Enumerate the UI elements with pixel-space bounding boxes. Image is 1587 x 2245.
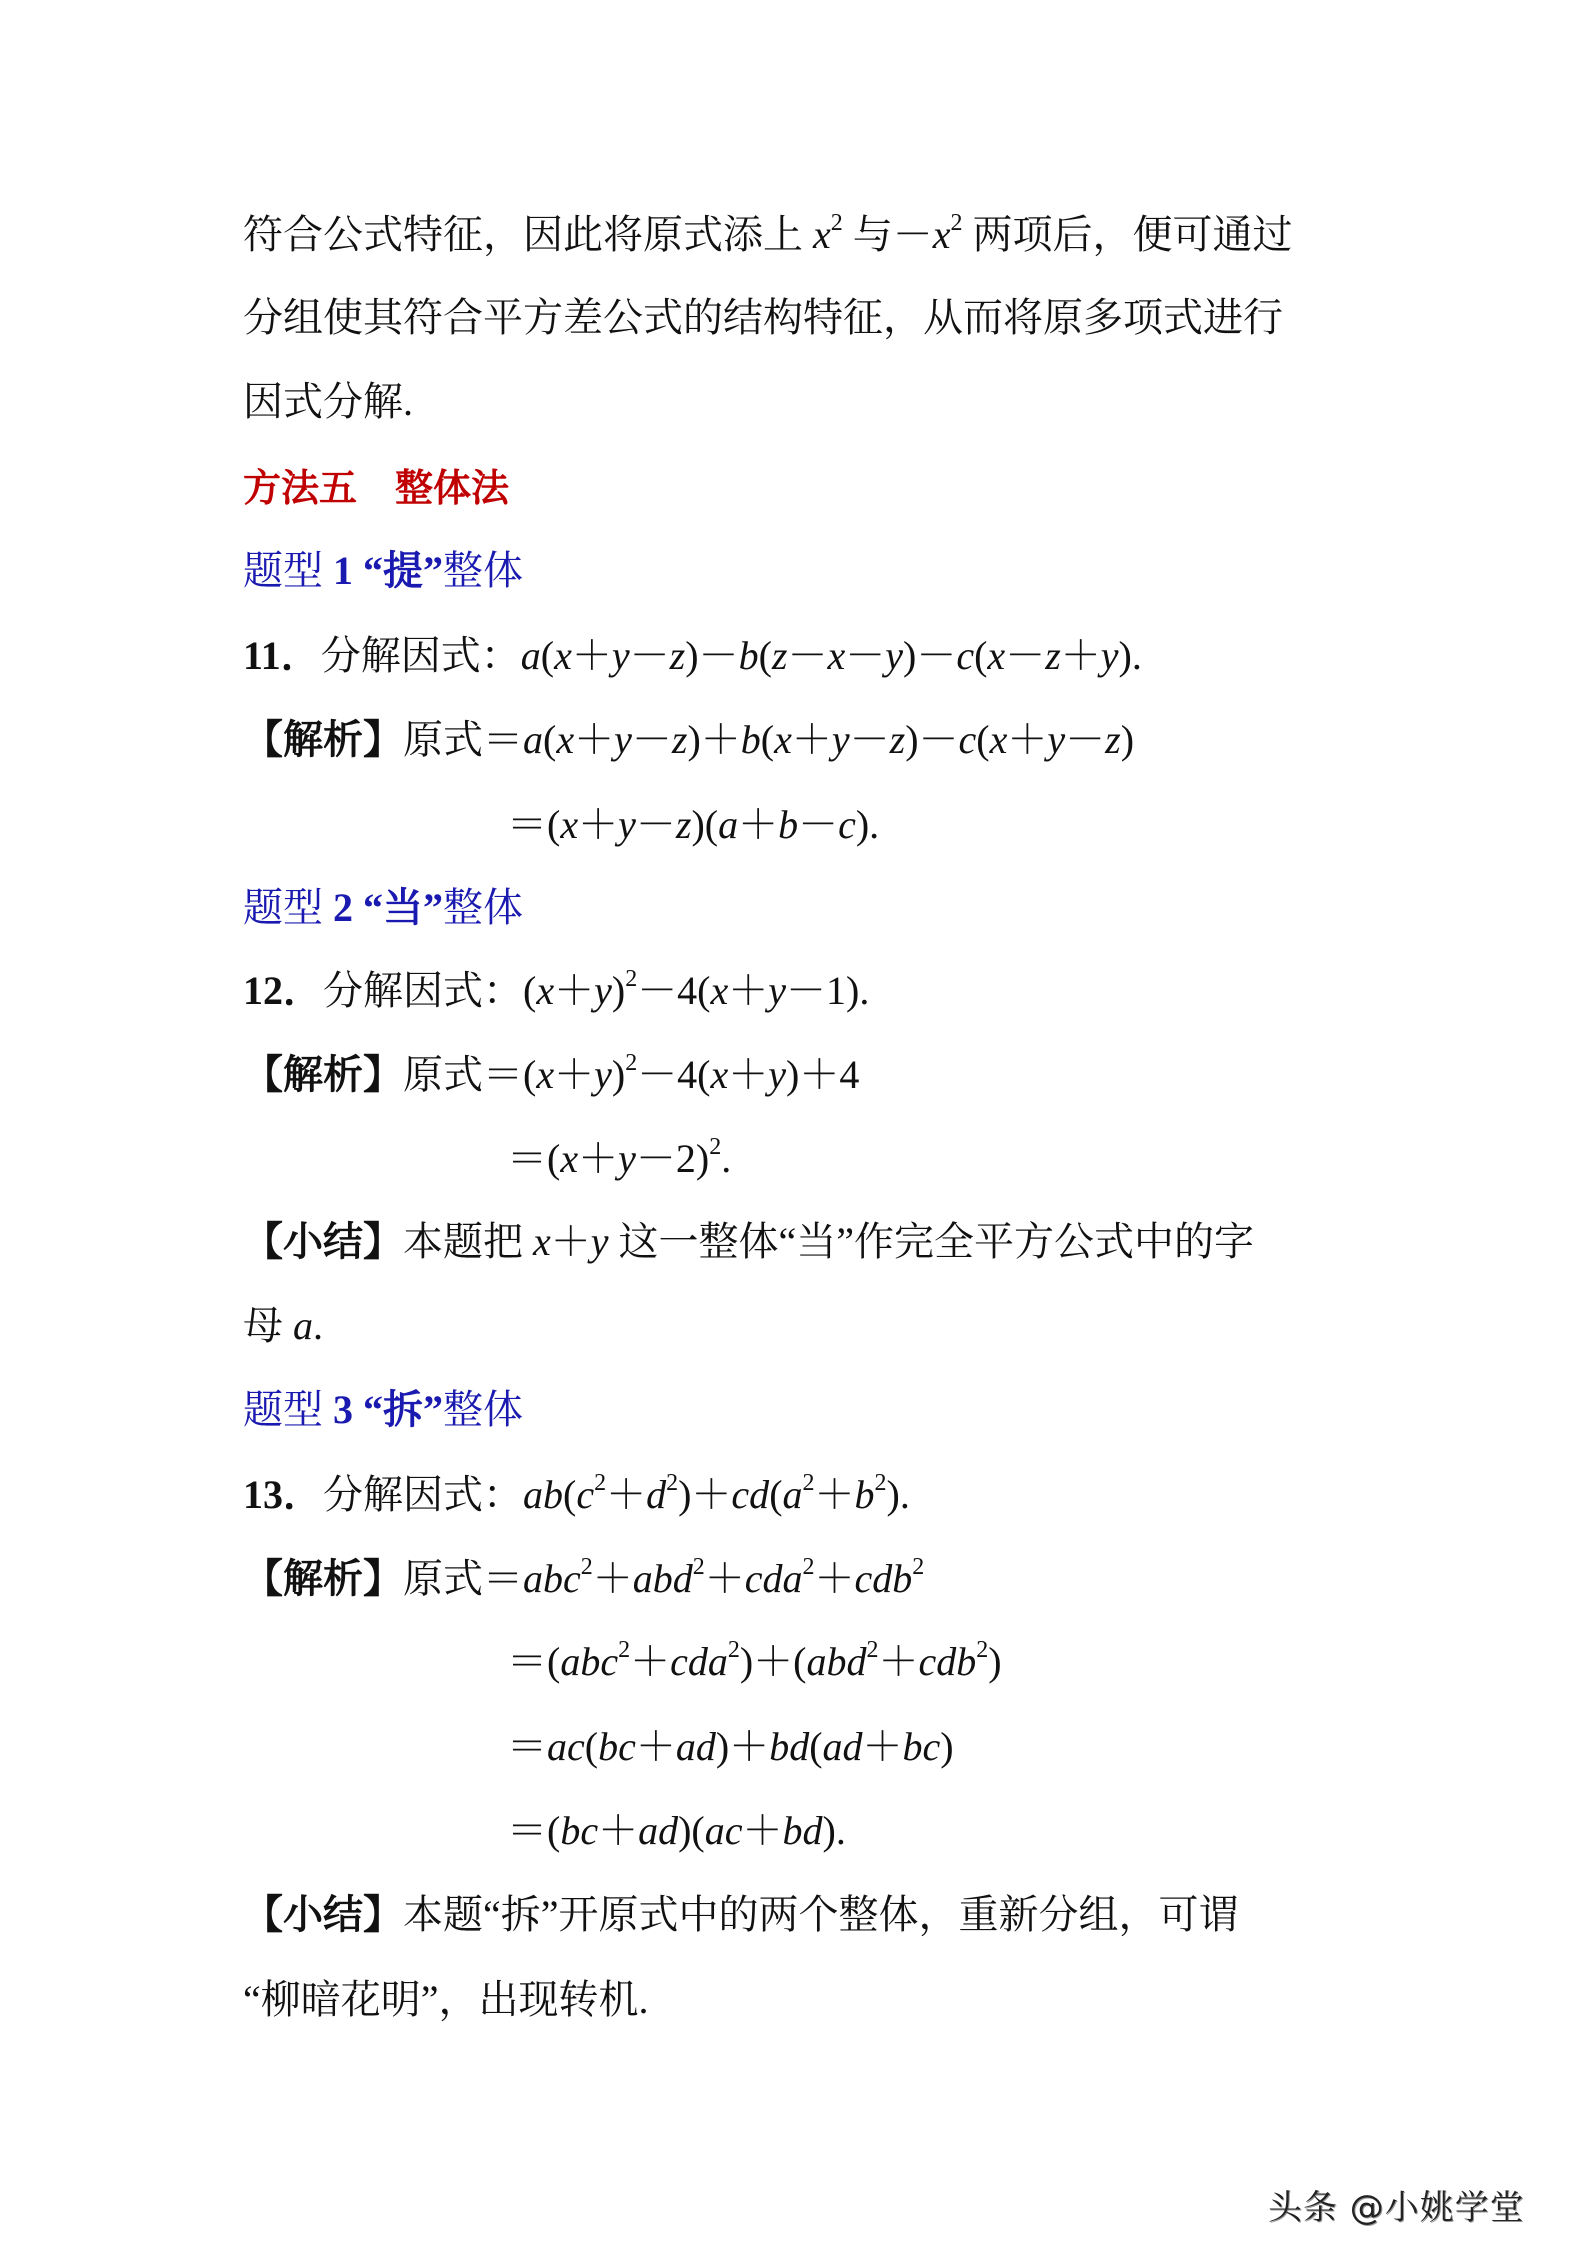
- analysis-text: 原式$=(x+y)^2-4(x+y)+4$: [403, 1050, 860, 1097]
- type-heading-quoted: “拆”: [353, 1387, 443, 1432]
- analysis-13-line-4: ＝(bc＋ad)(ac＋bd).: [507, 1808, 846, 1853]
- analysis-13-line-1: [243, 1553, 924, 1611]
- summary-text: 本题把 x＋y 这一整体“当”作完全平方公式中的字: [403, 1219, 1255, 1264]
- analysis-label: 【解析】: [243, 717, 403, 763]
- analysis-text: 原式＝a(x＋y－z)＋b(x＋y－z)－c(x＋y－z): [403, 717, 1135, 762]
- type-heading-suffix: 整体: [443, 885, 523, 930]
- analysis-label: 【解析】: [243, 1556, 403, 1602]
- intro-line-1: 符合公式特征，因此将原式添上 $x^2$ 与$-x^2$ 两项后，便可通过: [243, 210, 1293, 257]
- intro-line-3: 因式分解.: [243, 379, 413, 424]
- problem-text: 分解因式：$ab(c^2+d^2)+cd(a^2+b^2)$.: [323, 1470, 910, 1517]
- type-heading-prefix: 题型: [243, 1387, 333, 1432]
- analysis-12-line-2: $=(x+y-2)^2$.: [507, 1134, 732, 1181]
- problem-13: [243, 1469, 910, 1527]
- type-heading-suffix: 整体: [443, 1387, 523, 1432]
- analysis-13-line-3: ＝ac(bc＋ad)＋bd(ad＋bc): [507, 1724, 954, 1769]
- problem-text: 分解因式：a(x＋y－z)－b(z－x－y)－c(x－z＋y).: [320, 633, 1142, 678]
- type-heading-number: 3: [333, 1387, 353, 1432]
- method-heading: 方法五 整体法: [243, 466, 510, 510]
- analysis-12-line-1: [243, 1049, 859, 1107]
- summary-label: 【小结】: [243, 1892, 403, 1938]
- problem-number: 11．: [243, 633, 321, 678]
- type-heading-quoted: “提”: [353, 548, 443, 593]
- summary-text: 本题“拆”开原式中的两个整体，重新分组，可谓: [403, 1892, 1239, 1937]
- type-heading-3: [243, 1384, 523, 1436]
- problem-11: [243, 630, 1142, 682]
- analysis-11-line-2: ＝(x＋y－z)(a＋b－c).: [507, 802, 880, 847]
- problem-number: 12．: [243, 968, 323, 1013]
- summary-12-line-1: [243, 1216, 1254, 1268]
- summary-12-line-2: 母 a.: [243, 1303, 323, 1348]
- summary-13-line-2: “柳暗花明”，出现转机.: [243, 1977, 649, 2022]
- type-heading-prefix: 题型: [243, 548, 333, 593]
- watermark: 头条 @小姚学堂: [1268, 2188, 1525, 2228]
- analysis-11-line-1: [243, 714, 1134, 766]
- problem-12: [243, 965, 869, 1023]
- type-heading-1: [243, 545, 523, 597]
- summary-label: 【小结】: [243, 1219, 403, 1265]
- type-heading-prefix: 题型: [243, 885, 333, 930]
- type-heading-suffix: 整体: [443, 548, 523, 593]
- intro-line-2: 分组使其符合平方差公式的结构特征，从而将原多项式进行: [243, 295, 1283, 340]
- type-heading-quoted: “当”: [353, 885, 443, 930]
- type-heading-2: [243, 882, 523, 934]
- type-heading-number: 2: [333, 885, 353, 930]
- problem-text: 分解因式：$(x+y)^2-4(x+y-1)$.: [323, 966, 870, 1013]
- type-heading-number: 1: [333, 548, 353, 593]
- analysis-13-line-2: ＝(abc$^2$＋cda$^2$)＋(abd$^2$＋cdb$^2$): [507, 1637, 1002, 1684]
- problem-number: 13．: [243, 1472, 323, 1517]
- analysis-label: 【解析】: [243, 1052, 403, 1098]
- analysis-text: 原式＝abc$^2$＋abd$^2$＋cda$^2$＋cdb$^2$: [403, 1554, 925, 1601]
- summary-13-line-1: [243, 1889, 1239, 1941]
